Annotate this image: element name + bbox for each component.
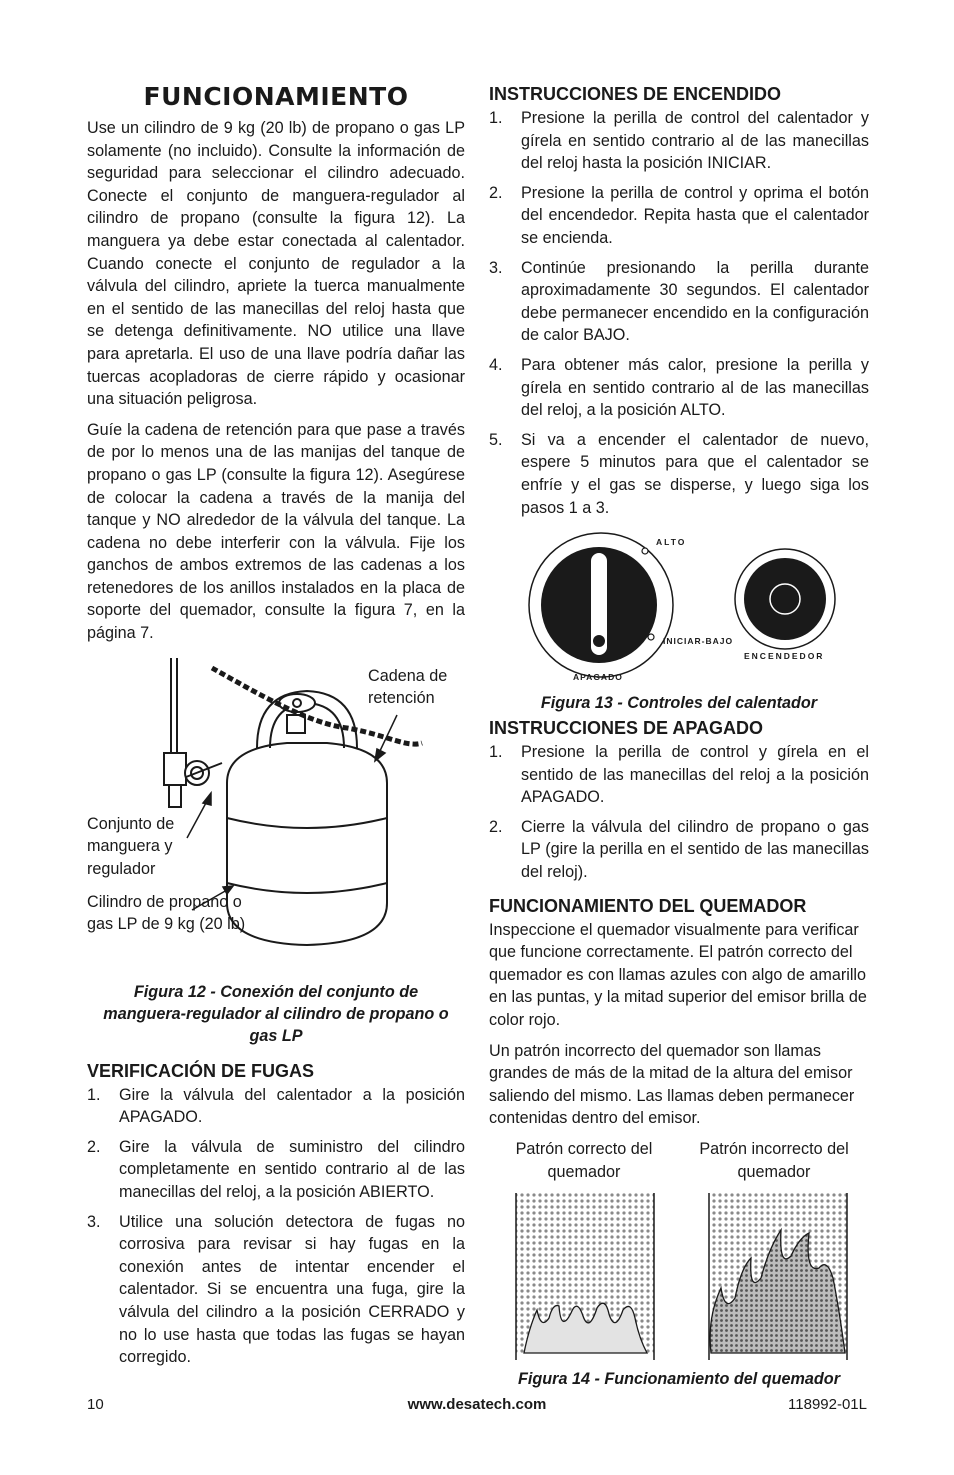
- high-position-label: ALTO: [656, 537, 687, 548]
- chain-label: Cadena de retención: [368, 666, 448, 708]
- list-item: 1. Presione la perilla de control del calentador y gírela en sentido contrario al de las manecillas del reloj hasta la posición INICIAR.: [489, 109, 869, 173]
- list-item: 3. Continúe presionando la perilla durante aproximadamente 30 segundos. El calentador debe permanecer encendido en la configuración de calor BAJO.: [489, 258, 869, 345]
- list-item: 2. Cierre la válvula del cilindro de propano o gas LP (gire la perilla en el sentido de las manecillas del reloj).: [489, 817, 869, 882]
- list-item: 2. Presione la perilla de control y oprima el botón del encendedor. Repita hasta que el calentador se encienda.: [489, 183, 869, 247]
- figure-14: [489, 1138, 869, 1364]
- shutdown-heading: INSTRUCCIONES DE APAGADO: [489, 718, 764, 739]
- leak-test-steps: [87, 1084, 465, 1369]
- list-item: 2. Gire la válvula de suministro del cilindro completamente en sentido contrario al de las manecillas del reloj, a la posición ABIERTO.: [87, 1137, 465, 1202]
- burner-paragraph-2: Un patrón incorrecto del quemador son llamas grandes de más de la mitad de la altura del emisor saliendo del mismo. Las llamas deben permanecer contenidas dentro del emisor.: [489, 1041, 855, 1128]
- incorrect-pattern-label: Patrón incorrecto del quemador: [699, 1140, 849, 1181]
- list-item: 1. Gire la válvula del calentador a la posición APAGADO.: [87, 1085, 465, 1127]
- right-column: [489, 82, 869, 1390]
- list-item: 5. Si va a encender el calentador de nuevo, espere 5 minutos para que el calentador se enfríe y el gas se disperse, y luego siga los pasos 1 a 3.: [489, 430, 869, 517]
- off-position-label: APAGADO: [573, 672, 623, 683]
- list-item: 4. Para obtener más calor, presione la perilla y gírela en sentido contrario al de las manecillas del reloj, a la posición ALTO.: [489, 355, 869, 420]
- shutdown-steps: [489, 741, 869, 884]
- page-title: FUNCIONAMIENTO: [143, 82, 409, 111]
- burner-paragraph-1: Inspeccione el quemador visualmente para verificar que funcione correctamente. El patrón correcto del quemador es con llamas azules con algo de amarillo en las puntas, y la mitad superior del emisor brilla de color rojo.: [489, 920, 867, 1030]
- correct-pattern-label: Patrón correcto del quemador: [515, 1140, 653, 1181]
- burner-heading: FUNCIONAMIENTO DEL QUEMADOR: [489, 895, 807, 916]
- start-low-position-label: INICIAR-BAJO: [663, 636, 734, 647]
- document-code: 118992-01L: [788, 1396, 867, 1413]
- operation-paragraph-2: Guíe la cadena de retención para que pase a través de por lo menos una de las manijas del tanque de propano o gas LP (consulte la figura 12). Asegúrese de colocar la cadena a través de la manija del tanque y NO alrededor de la válvula del tanque. La cadena no debe interferir con la válvula. Fije los ganchos de ambos extremos de las cadenas a los retenedores de los anillos instalados en la placa de soporte del quemador, consulte la figura 7, en la página 7.: [87, 420, 465, 643]
- list-item: 1. Presione la perilla de control y gírela en el sentido de las manecillas del reloj a la posición APAGADO.: [489, 743, 869, 807]
- list-item: 3. Utilice una solución detectora de fugas no corrosiva para revisar si hay fugas en la conexión antes de intentar encender el calentador. Si se encuentra una fuga, gire la válvula del cilindro a la posición CERRADO y no lo use hasta que todas las fugas se hayan corregido.: [87, 1212, 465, 1367]
- heater-controls-illustration: [489, 529, 869, 689]
- figure-12: [87, 653, 465, 965]
- cylinder-label: Cilindro de propano o gas LP de 9 kg (20 lb): [87, 892, 246, 934]
- website-link[interactable]: www.desatech.com: [407, 1396, 547, 1413]
- ignition-heading: INSTRUCCIONES DE ENCENDIDO: [489, 84, 782, 104]
- page-number: 10: [87, 1396, 104, 1413]
- figure-14-caption: Figura 14 - Funcionamiento del quemador: [518, 1370, 840, 1388]
- operation-paragraph-1: Use un cilindro de 9 kg (20 lb) de propano o gas LP solamente (no incluido). Consulte la información de seguridad para seleccionar el cilindro adecuado. Conecte el conjunto de manguera-regulador al cilindro de propano (consulte la figura 12). La manguera ya debe estar conectada al calentador. Cuando conecte el conjunto de regulador a la válvula del cilindro, apriete la tuerca manualmente en el sentido de las manecillas del reloj hasta que se detenga definitivamente. NO utilice una llave para apretarla. El uso de una llave podría dañar las tuercas acopladoras de cierre rápido y ocasionar una situación peligrosa.: [87, 119, 465, 409]
- figure-13: [489, 529, 869, 689]
- leak-test-heading: VERIFICACIÓN DE FUGAS: [87, 1060, 315, 1081]
- igniter-label: ENCENDEDOR: [744, 651, 825, 662]
- figure-12-caption: Figura 12 - Conexión del conjunto de manguera-regulador al cilindro de propano o gas LP: [103, 982, 449, 1045]
- ignition-steps: [489, 107, 869, 519]
- left-column: [87, 82, 465, 1379]
- hose-regulator-label: Conjunto de manguera y regulador: [87, 814, 175, 878]
- figure-13-caption: Figura 13 - Controles del calentador: [540, 694, 818, 713]
